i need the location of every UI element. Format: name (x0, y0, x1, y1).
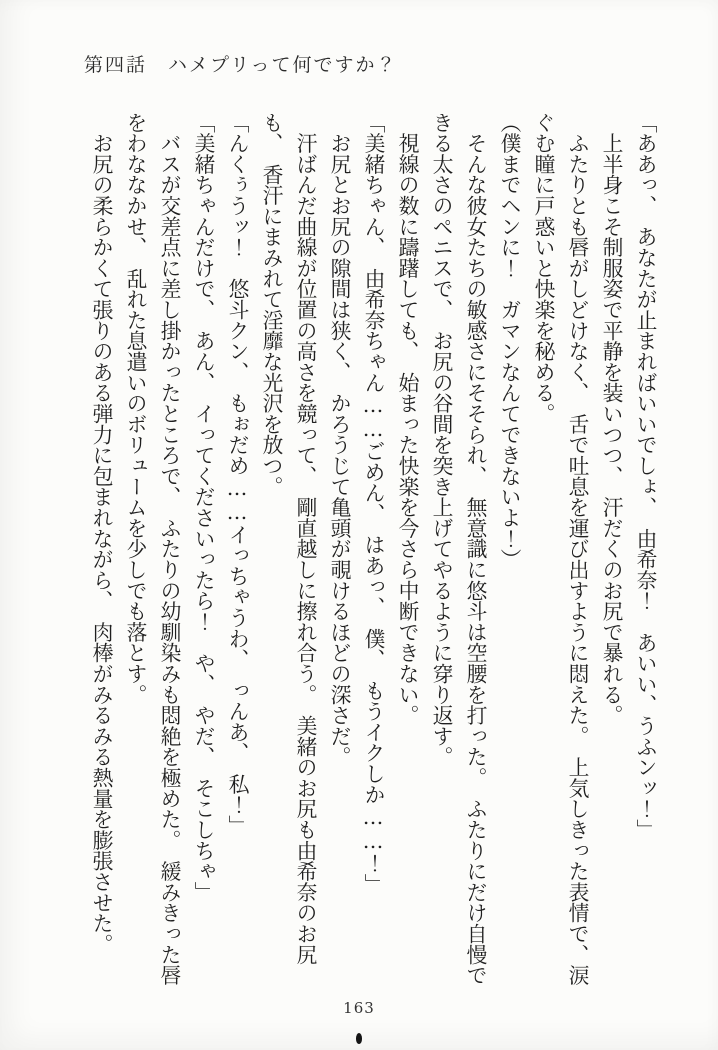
printer-mark-icon (356, 1033, 362, 1044)
paragraph: ふたりとも唇がしどけなく、 舌で吐息を運び出すように悶えた。 上気しきった表情で、涙ぐむ瞳に戸惑いと快楽を秘める。 (531, 112, 589, 986)
chapter-header: 第四話 ハメプリって何ですか？ (84, 54, 398, 76)
paragraph: 「美緒ちゃんだけで、 あん、 イってくださいったら！ や、 やだ、 そこしちゃ」 (191, 112, 215, 903)
paragraph: そんな彼女たちの敏感さにそそられ、 無意識に悠斗は空腰を打った。 ふたりにだけ自慢できる太さのペニスで、 お尻の谷間を突き上げてやるように穿り返す。 (429, 112, 487, 986)
paragraph: 「ああっ、 あなたが止まればいいでしょ、 由希奈！ あいい、うふンッ！」 (633, 112, 657, 840)
paragraph: お尻とお尻の隙間は狭く、 かろうじて亀頭が覗けるほどの深さだ。 (327, 112, 351, 768)
paragraph: 視線の数に躊躇しても、 始まった快楽を今さら中断できない。 (395, 112, 419, 726)
paragraph: 上半身こそ制服姿で平静を装いつつ、 汗だくのお尻で暴れる。 (599, 112, 623, 726)
paragraph: お尻の柔らかくて張りのある弾力に包まれながら、 肉棒がみるみる熱量を膨張させた。 (89, 112, 113, 955)
paragraph: （僕までヘンに！ ガマンなんてできないよ！） (497, 112, 521, 570)
paragraph: 汗ばんだ曲線が位置の高さを競って、 剛直越しに擦れ合う。 美緒のお尻も由希奈のお尻も、 香汗にまみれて淫靡な光沢を放つ。 (259, 112, 317, 965)
body-text (80, 112, 662, 990)
paragraph: 「美緒ちゃん、 由希奈ちゃん……ごめん、 はあっ、 僕、 もうイクしか……！」 (361, 112, 385, 895)
paragraph: バスが交差点に差し掛かったところで、 ふたりの幼馴染みも悶絶を極めた。 緩みきった唇をわななかせ、 乱れた息遣いのボリュームを少しでも落とす。 (123, 112, 181, 986)
paragraph: 「んくぅうッ！ 悠斗クン、 もぉだめ……イっちゃうわ、 っんあ、 私！」 (225, 112, 249, 836)
page-number: 163 (343, 999, 375, 1017)
